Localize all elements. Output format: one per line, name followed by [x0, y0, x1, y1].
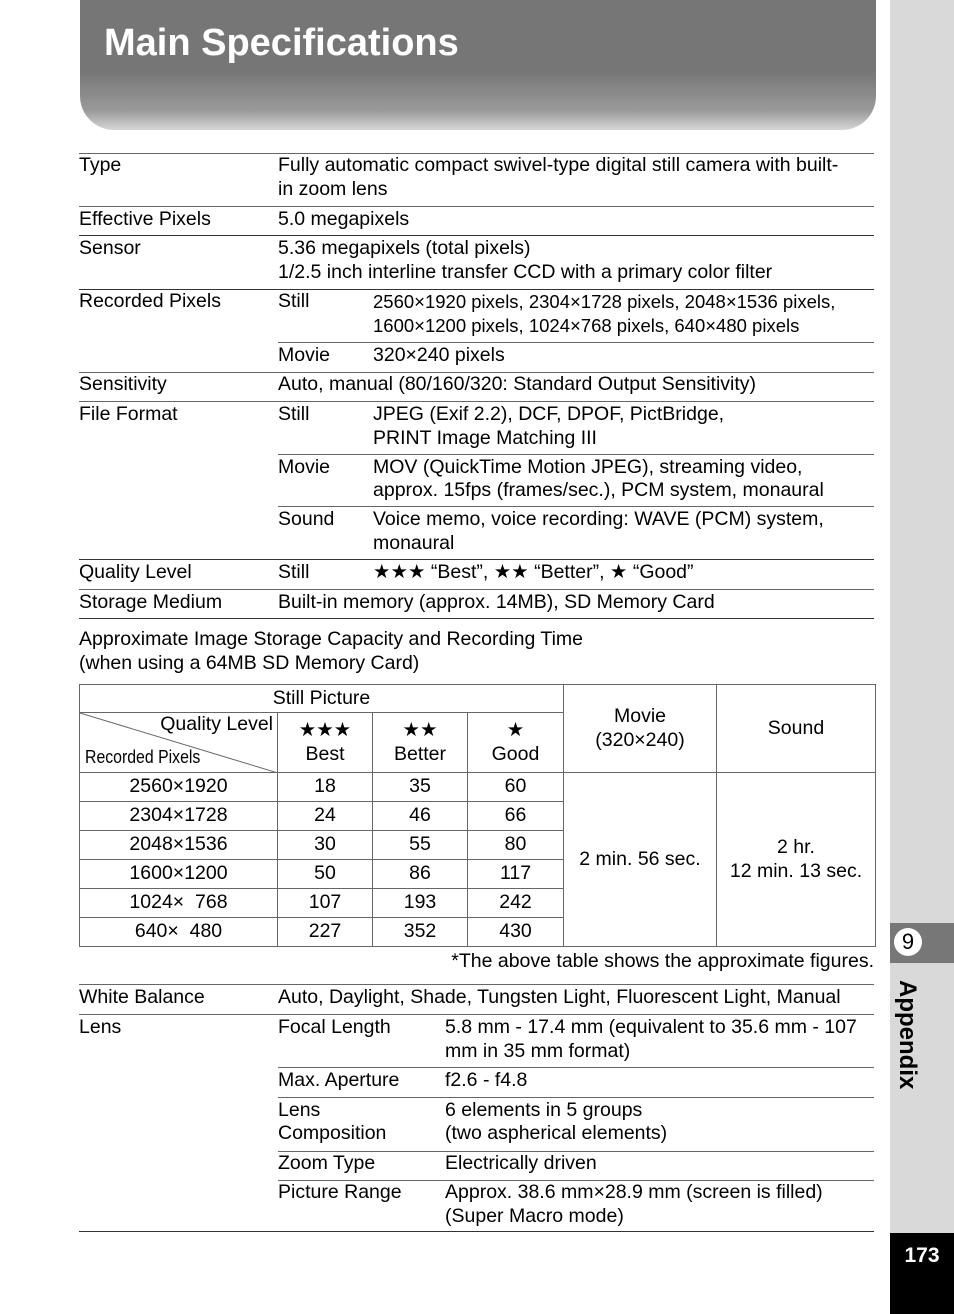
spec-value-effective-pixels: 5.0 megapixels — [278, 208, 410, 230]
movie-time-cell: 2 min. 56 sec. — [564, 773, 717, 947]
sub-label-movie: Movie — [278, 456, 331, 478]
resolution-cell: 2304×1728 — [80, 802, 278, 831]
header-banner — [80, 0, 876, 130]
lens-zoom-type: Electrically driven — [445, 1152, 597, 1174]
sub-label-movie: Movie — [278, 344, 331, 366]
spec-value-white-balance: Auto, Daylight, Shade, Tungsten Light, Fluorescent Light, Manual — [278, 986, 841, 1008]
spec-label-effective-pixels: Effective Pixels — [79, 208, 211, 230]
rule — [278, 1097, 874, 1098]
side-strip — [890, 0, 954, 1314]
good-count: 430 — [468, 918, 564, 947]
page-number: 173 — [890, 1233, 954, 1314]
best-count: 107 — [278, 889, 373, 918]
rule — [79, 235, 874, 236]
recorded-pixels-header: Recorded Pixels — [85, 746, 201, 767]
still-picture-header: Still Picture — [80, 685, 564, 713]
spec-label-white-balance: White Balance — [79, 986, 205, 1008]
sub-label-still: Still — [278, 403, 310, 425]
best-count: 18 — [278, 773, 373, 802]
capacity-heading-line2: (when using a 64MB SD Memory Card) — [79, 652, 420, 674]
label-best: Best — [305, 742, 345, 765]
good-count: 117 — [468, 860, 564, 889]
stars-best: ★★★ — [298, 719, 352, 741]
better-count: 35 — [373, 773, 468, 802]
rule — [278, 342, 874, 343]
file-format-sound-line1: Voice memo, voice recording: WAVE (PCM) system, — [373, 508, 824, 530]
label-better: Better — [393, 742, 447, 765]
stars-good: ★ — [506, 719, 525, 741]
spec-label-type: Type — [79, 154, 122, 176]
sound-time-cell — [717, 773, 876, 947]
rule — [79, 589, 874, 590]
movie-header-line2: (320×240) — [595, 728, 685, 751]
spec-label-sensor: Sensor — [79, 237, 141, 259]
recorded-pixels-still-line1: 2560×1920 pixels, 2304×1728 pixels, 2048×1536 pixels, — [373, 291, 836, 312]
spec-label-sensitivity: Sensitivity — [79, 373, 167, 395]
file-format-movie-line2: approx. 15fps (frames/sec.), PCM system, monaural — [373, 479, 824, 501]
sound-time-line1: 2 hr. — [777, 836, 815, 858]
rule — [79, 401, 874, 402]
quality-better-header — [373, 713, 468, 773]
movie-header-line1: Movie — [613, 705, 667, 727]
spec-value-type-line1: Fully automatic compact swivel-type digital still camera with built- — [278, 154, 839, 176]
rule — [79, 618, 874, 619]
stars-better: ★★ — [402, 719, 438, 741]
recorded-pixels-movie: 320×240 pixels — [373, 344, 505, 366]
quality-good-header — [468, 713, 564, 773]
quality-best-header — [278, 713, 373, 773]
quality-level-header: Quality Level — [160, 713, 273, 735]
rule — [79, 206, 874, 207]
chapter-label: Appendix — [894, 980, 921, 1090]
lens-focal-length-line2: mm in 35 mm format) — [445, 1040, 631, 1062]
best-count: 24 — [278, 802, 373, 831]
good-count: 66 — [468, 802, 564, 831]
rule — [278, 506, 874, 507]
resolution-cell: 1600×1200 — [80, 860, 278, 889]
good-count: 80 — [468, 831, 564, 860]
recorded-pixels-still-line2: 1600×1200 pixels, 1024×768 pixels, 640×480 pixels — [373, 315, 800, 336]
label-good: Good — [491, 742, 540, 765]
best-count: 50 — [278, 860, 373, 889]
resolution-cell: 640× 480 — [80, 918, 278, 947]
better-count: 352 — [373, 918, 468, 947]
lens-sub-label-zoom-type: Zoom Type — [278, 1152, 376, 1174]
lens-focal-length-line1: 5.8 mm - 17.4 mm (equivalent to 35.6 mm - 107 — [445, 1016, 857, 1038]
spec-label-quality-level: Quality Level — [79, 561, 192, 583]
good-count: 242 — [468, 889, 564, 918]
resolution-cell: 2048×1536 — [80, 831, 278, 860]
lens-picture-range-line2: (Super Macro mode) — [445, 1205, 624, 1227]
lens-sub-label-max-aperture: Max. Aperture — [278, 1069, 400, 1091]
table-note: *The above table shows the approximate figures. — [451, 950, 874, 972]
spec-label-recorded-pixels: Recorded Pixels — [79, 290, 221, 312]
better-count: 55 — [373, 831, 468, 860]
lens-sub-label-composition-line2: Composition — [278, 1122, 387, 1144]
lens-composition-line1: 6 elements in 5 groups — [445, 1099, 643, 1121]
lens-composition-line2: (two aspherical elements) — [445, 1122, 668, 1144]
spec-value-storage-medium: Built-in memory (approx. 14MB), SD Memory Card — [278, 591, 715, 613]
better-count: 193 — [373, 889, 468, 918]
spec-value-type-line2: in zoom lens — [278, 178, 388, 200]
table-row — [80, 773, 876, 802]
sound-time-line2: 12 min. 13 sec. — [729, 859, 863, 882]
movie-header — [564, 685, 717, 773]
resolution-cell: 1024× 768 — [80, 889, 278, 918]
page-title: Main Specifications — [104, 22, 459, 64]
rule — [79, 1014, 874, 1015]
capacity-table — [79, 684, 876, 947]
better-count: 46 — [373, 802, 468, 831]
spec-label-file-format: File Format — [79, 403, 178, 425]
spec-label-storage-medium: Storage Medium — [79, 591, 223, 613]
best-count: 30 — [278, 831, 373, 860]
lens-sub-label-composition-line1: Lens — [278, 1099, 321, 1121]
sub-label-still: Still — [278, 561, 310, 583]
resolution-cell: 2560×1920 — [80, 773, 278, 802]
rule — [79, 559, 874, 560]
file-format-still-line2: PRINT Image Matching III — [373, 427, 597, 449]
spec-label-lens: Lens — [79, 1016, 122, 1038]
lens-sub-label-picture-range: Picture Range — [278, 1181, 402, 1203]
file-format-sound-line2: monaural — [373, 532, 455, 554]
file-format-still-line1: JPEG (Exif 2.2), DCF, DPOF, PictBridge, — [373, 403, 725, 425]
spec-value-sensor-line2: 1/2.5 inch interline transfer CCD with a primary color filter — [278, 261, 773, 283]
spec-value-sensor-line1: 5.36 megapixels (total pixels) — [278, 237, 531, 259]
good-count: 60 — [468, 773, 564, 802]
lens-picture-range-line1: Approx. 38.6 mm×28.9 mm (screen is filled) — [445, 1181, 823, 1203]
best-count: 227 — [278, 918, 373, 947]
quality-level-still: ★★★ “Best”, ★★ “Better”, ★ “Good” — [373, 561, 694, 583]
rule — [79, 1231, 874, 1232]
better-count: 86 — [373, 860, 468, 889]
rule — [79, 984, 874, 985]
chapter-number: 9 — [894, 928, 922, 956]
sub-label-sound: Sound — [278, 508, 335, 530]
sub-label-still: Still — [278, 290, 310, 312]
file-format-movie-line1: MOV (QuickTime Motion JPEG), streaming video, — [373, 456, 803, 478]
rule — [278, 454, 874, 455]
lens-sub-label-focal-length: Focal Length — [278, 1016, 391, 1038]
spec-value-sensitivity: Auto, manual (80/160/320: Standard Output Sensitivity) — [278, 373, 757, 395]
capacity-heading-line1: Approximate Image Storage Capacity and Recording Time — [79, 628, 584, 650]
sound-header: Sound — [717, 685, 876, 773]
diagonal-header-cell — [80, 713, 278, 773]
rule — [278, 1067, 874, 1068]
lens-max-aperture: f2.6 - f4.8 — [445, 1069, 528, 1091]
